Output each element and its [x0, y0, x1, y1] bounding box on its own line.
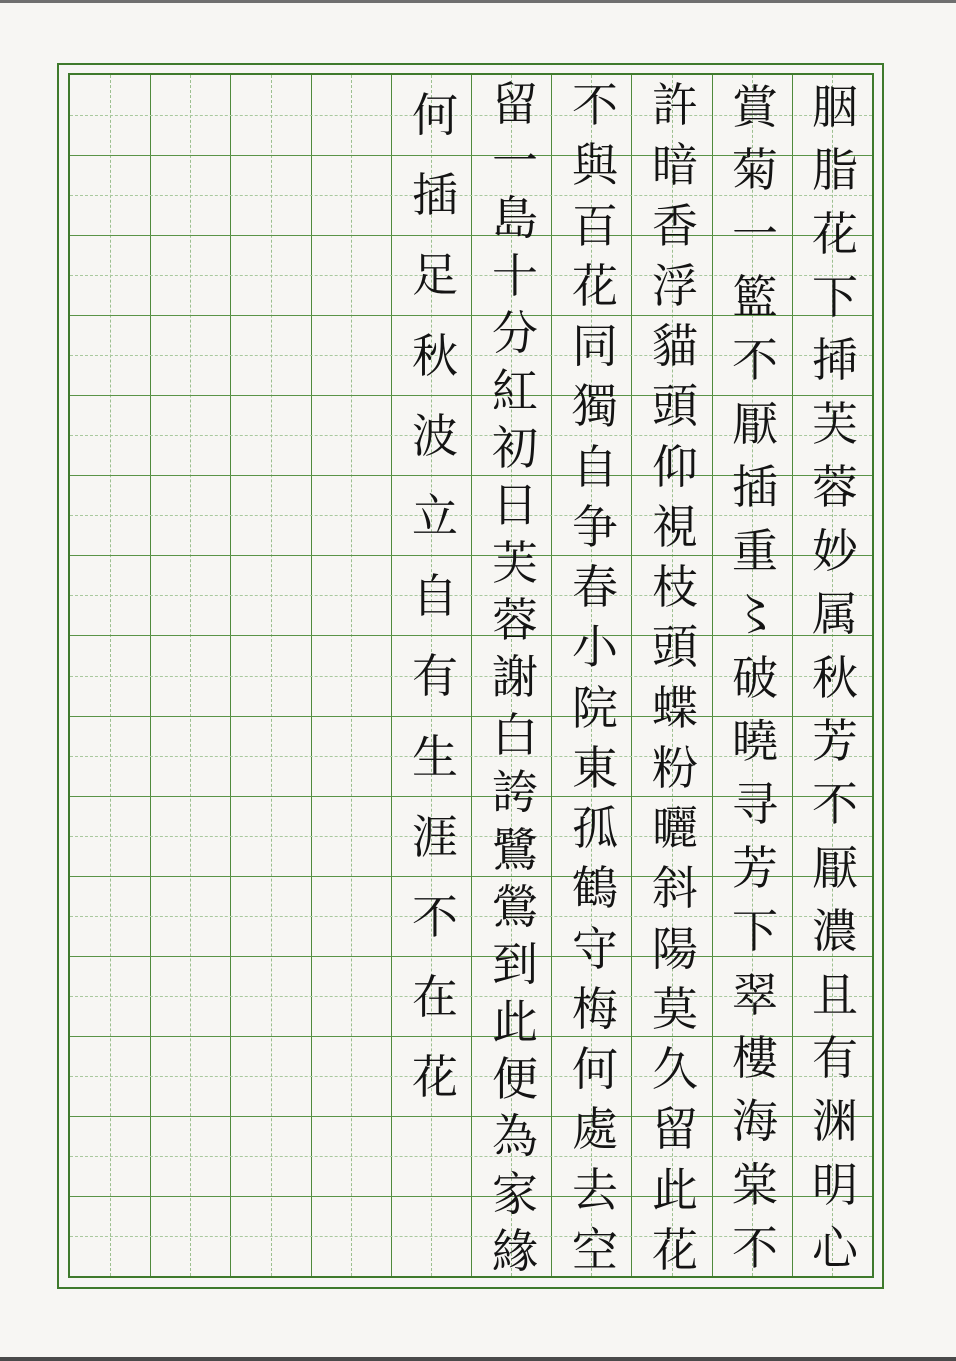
calligraphy-character: 插 [412, 168, 458, 223]
calligraphy-character: 波 [412, 408, 458, 463]
calligraphy-character: 不 [732, 333, 778, 388]
calligraphy-character: 家 [492, 1166, 538, 1221]
calligraphy-character: 一 [492, 134, 538, 189]
calligraphy-character: 花 [812, 206, 858, 261]
bottom-edge-line [0, 1357, 956, 1361]
calligraphy-character: 為 [492, 1109, 538, 1164]
calligraphy-character: 便 [492, 1052, 538, 1107]
text-column-4 [555, 75, 635, 1280]
calligraphy-character: 蓉 [812, 460, 858, 515]
calligraphy-character: 春 [572, 560, 618, 615]
calligraphy-character: 梅 [572, 981, 618, 1036]
text-column-5 [475, 75, 555, 1280]
calligraphy-character: 揷 [812, 333, 858, 388]
calligraphy-grid [68, 73, 874, 1278]
calligraphy-character: 頭 [652, 379, 698, 434]
calligraphy-character: 厭 [732, 396, 778, 451]
calligraphy-character: 久 [652, 1042, 698, 1097]
calligraphy-character: 東 [572, 740, 618, 795]
calligraphy-character: 曬 [652, 801, 698, 856]
calligraphy-character: 花 [652, 1222, 698, 1277]
calligraphy-character: 留 [652, 1102, 698, 1157]
calligraphy-character: 粉 [652, 740, 698, 795]
top-edge-line [0, 0, 956, 3]
calligraphy-character: 鷺 [492, 822, 538, 877]
calligraphy-character: 百 [572, 198, 618, 253]
calligraphy-character: 浮 [652, 258, 698, 313]
calligraphy-character: 紅 [492, 363, 538, 418]
calligraphy-character: 斜 [652, 861, 698, 916]
calligraphy-character: 莫 [652, 981, 698, 1036]
calligraphy-character: 自 [572, 439, 618, 494]
calligraphy-character: 日 [492, 478, 538, 533]
calligraphy-character: 空 [572, 1222, 618, 1277]
calligraphy-character: 下 [732, 904, 778, 959]
calligraphy-character: 留 [492, 76, 538, 131]
calligraphy-character: 不 [572, 78, 618, 133]
calligraphy-character: 心 [812, 1221, 858, 1276]
calligraphy-character: 不 [812, 777, 858, 832]
calligraphy-character: 明 [812, 1157, 858, 1212]
calligraphy-character: 花 [572, 258, 618, 313]
calligraphy-character: 濃 [812, 904, 858, 959]
calligraphy-character: 芙 [812, 396, 858, 451]
calligraphy-character: 插 [732, 460, 778, 515]
calligraphy-character: 海 [732, 1094, 778, 1149]
calligraphy-character: 白 [492, 707, 538, 762]
calligraphy-character: 立 [412, 489, 458, 544]
calligraphy-character: 去 [572, 1162, 618, 1217]
calligraphy-character: 菊 [732, 143, 778, 198]
calligraphy-character: 寻 [732, 777, 778, 832]
calligraphy-character: 貓 [652, 319, 698, 374]
calligraphy-character: 緣 [492, 1224, 538, 1279]
calligraphy-character: 鶯 [492, 879, 538, 934]
calligraphy-character: 處 [572, 1102, 618, 1157]
calligraphy-character: 脂 [812, 143, 858, 198]
calligraphy-character: 棠 [732, 1157, 778, 1212]
calligraphy-character: 同 [572, 319, 618, 374]
calligraphy-character: 島 [492, 191, 538, 246]
calligraphy-character: 〻 [732, 587, 778, 642]
calligraphy-character: 此 [492, 994, 538, 1049]
calligraphy-character: 芳 [812, 713, 858, 768]
calligraphy-character: 陽 [652, 921, 698, 976]
text-column-6 [395, 75, 475, 1280]
calligraphy-character: 一 [732, 206, 778, 261]
calligraphy-character: 何 [412, 88, 458, 143]
calligraphy-character: 下 [812, 269, 858, 324]
calligraphy-character: 鶴 [572, 861, 618, 916]
calligraphy-character: 翠 [732, 967, 778, 1022]
calligraphy-character: 與 [572, 138, 618, 193]
calligraphy-character: 有 [412, 649, 458, 704]
text-column-1 [795, 75, 875, 1280]
calligraphy-character: 籃 [732, 269, 778, 324]
calligraphy-character: 初 [492, 420, 538, 475]
calligraphy-character: 何 [572, 1042, 618, 1097]
calligraphy-character: 有 [812, 1031, 858, 1086]
calligraphy-character: 自 [412, 569, 458, 624]
calligraphy-character: 視 [652, 499, 698, 554]
calligraphy-character: 不 [732, 1221, 778, 1276]
calligraphy-character: 小 [572, 620, 618, 675]
calligraphy-character: 秋 [412, 328, 458, 383]
calligraphy-character: 蝶 [652, 680, 698, 735]
text-column-3 [635, 75, 715, 1280]
calligraphy-character: 且 [812, 967, 858, 1022]
calligraphy-character: 頭 [652, 620, 698, 675]
calligraphy-character: 此 [652, 1162, 698, 1217]
calligraphy-character: 破 [732, 650, 778, 705]
calligraphy-character: 争 [572, 499, 618, 554]
calligraphy-character: 孤 [572, 801, 618, 856]
calligraphy-character: 獨 [572, 379, 618, 434]
calligraphy-character: 芳 [732, 840, 778, 895]
calligraphy-character: 枝 [652, 560, 698, 615]
calligraphy-character: 誇 [492, 765, 538, 820]
calligraphy-character: 蓉 [492, 593, 538, 648]
calligraphy-character: 樓 [732, 1031, 778, 1086]
calligraphy-character: 属 [812, 587, 858, 642]
calligraphy-character: 足 [412, 248, 458, 303]
calligraphy-character: 守 [572, 921, 618, 976]
calligraphy-character: 重 [732, 523, 778, 578]
calligraphy-character: 曉 [732, 713, 778, 768]
calligraphy-character: 不 [412, 889, 458, 944]
calligraphy-character: 妙 [812, 523, 858, 578]
calligraphy-character: 厭 [812, 840, 858, 895]
calligraphy-character: 花 [412, 1050, 458, 1105]
calligraphy-character: 香 [652, 198, 698, 253]
calligraphy-character: 到 [492, 937, 538, 992]
calligraphy-character: 謝 [492, 650, 538, 705]
calligraphy-character: 院 [572, 680, 618, 735]
calligraphy-character: 渊 [812, 1094, 858, 1149]
calligraphy-character: 在 [412, 970, 458, 1025]
calligraphy-character: 秋 [812, 650, 858, 705]
calligraphy-character: 胭 [812, 79, 858, 134]
text-column-2 [715, 75, 795, 1280]
calligraphy-character: 分 [492, 306, 538, 361]
calligraphy-character: 仰 [652, 439, 698, 494]
calligraphy-character: 賞 [732, 79, 778, 134]
calligraphy-character: 芙 [492, 535, 538, 590]
calligraphy-character: 涯 [412, 809, 458, 864]
calligraphy-character: 暗 [652, 138, 698, 193]
calligraphy-character: 許 [652, 78, 698, 133]
calligraphy-character: 生 [412, 729, 458, 784]
calligraphy-character: 十 [492, 248, 538, 303]
